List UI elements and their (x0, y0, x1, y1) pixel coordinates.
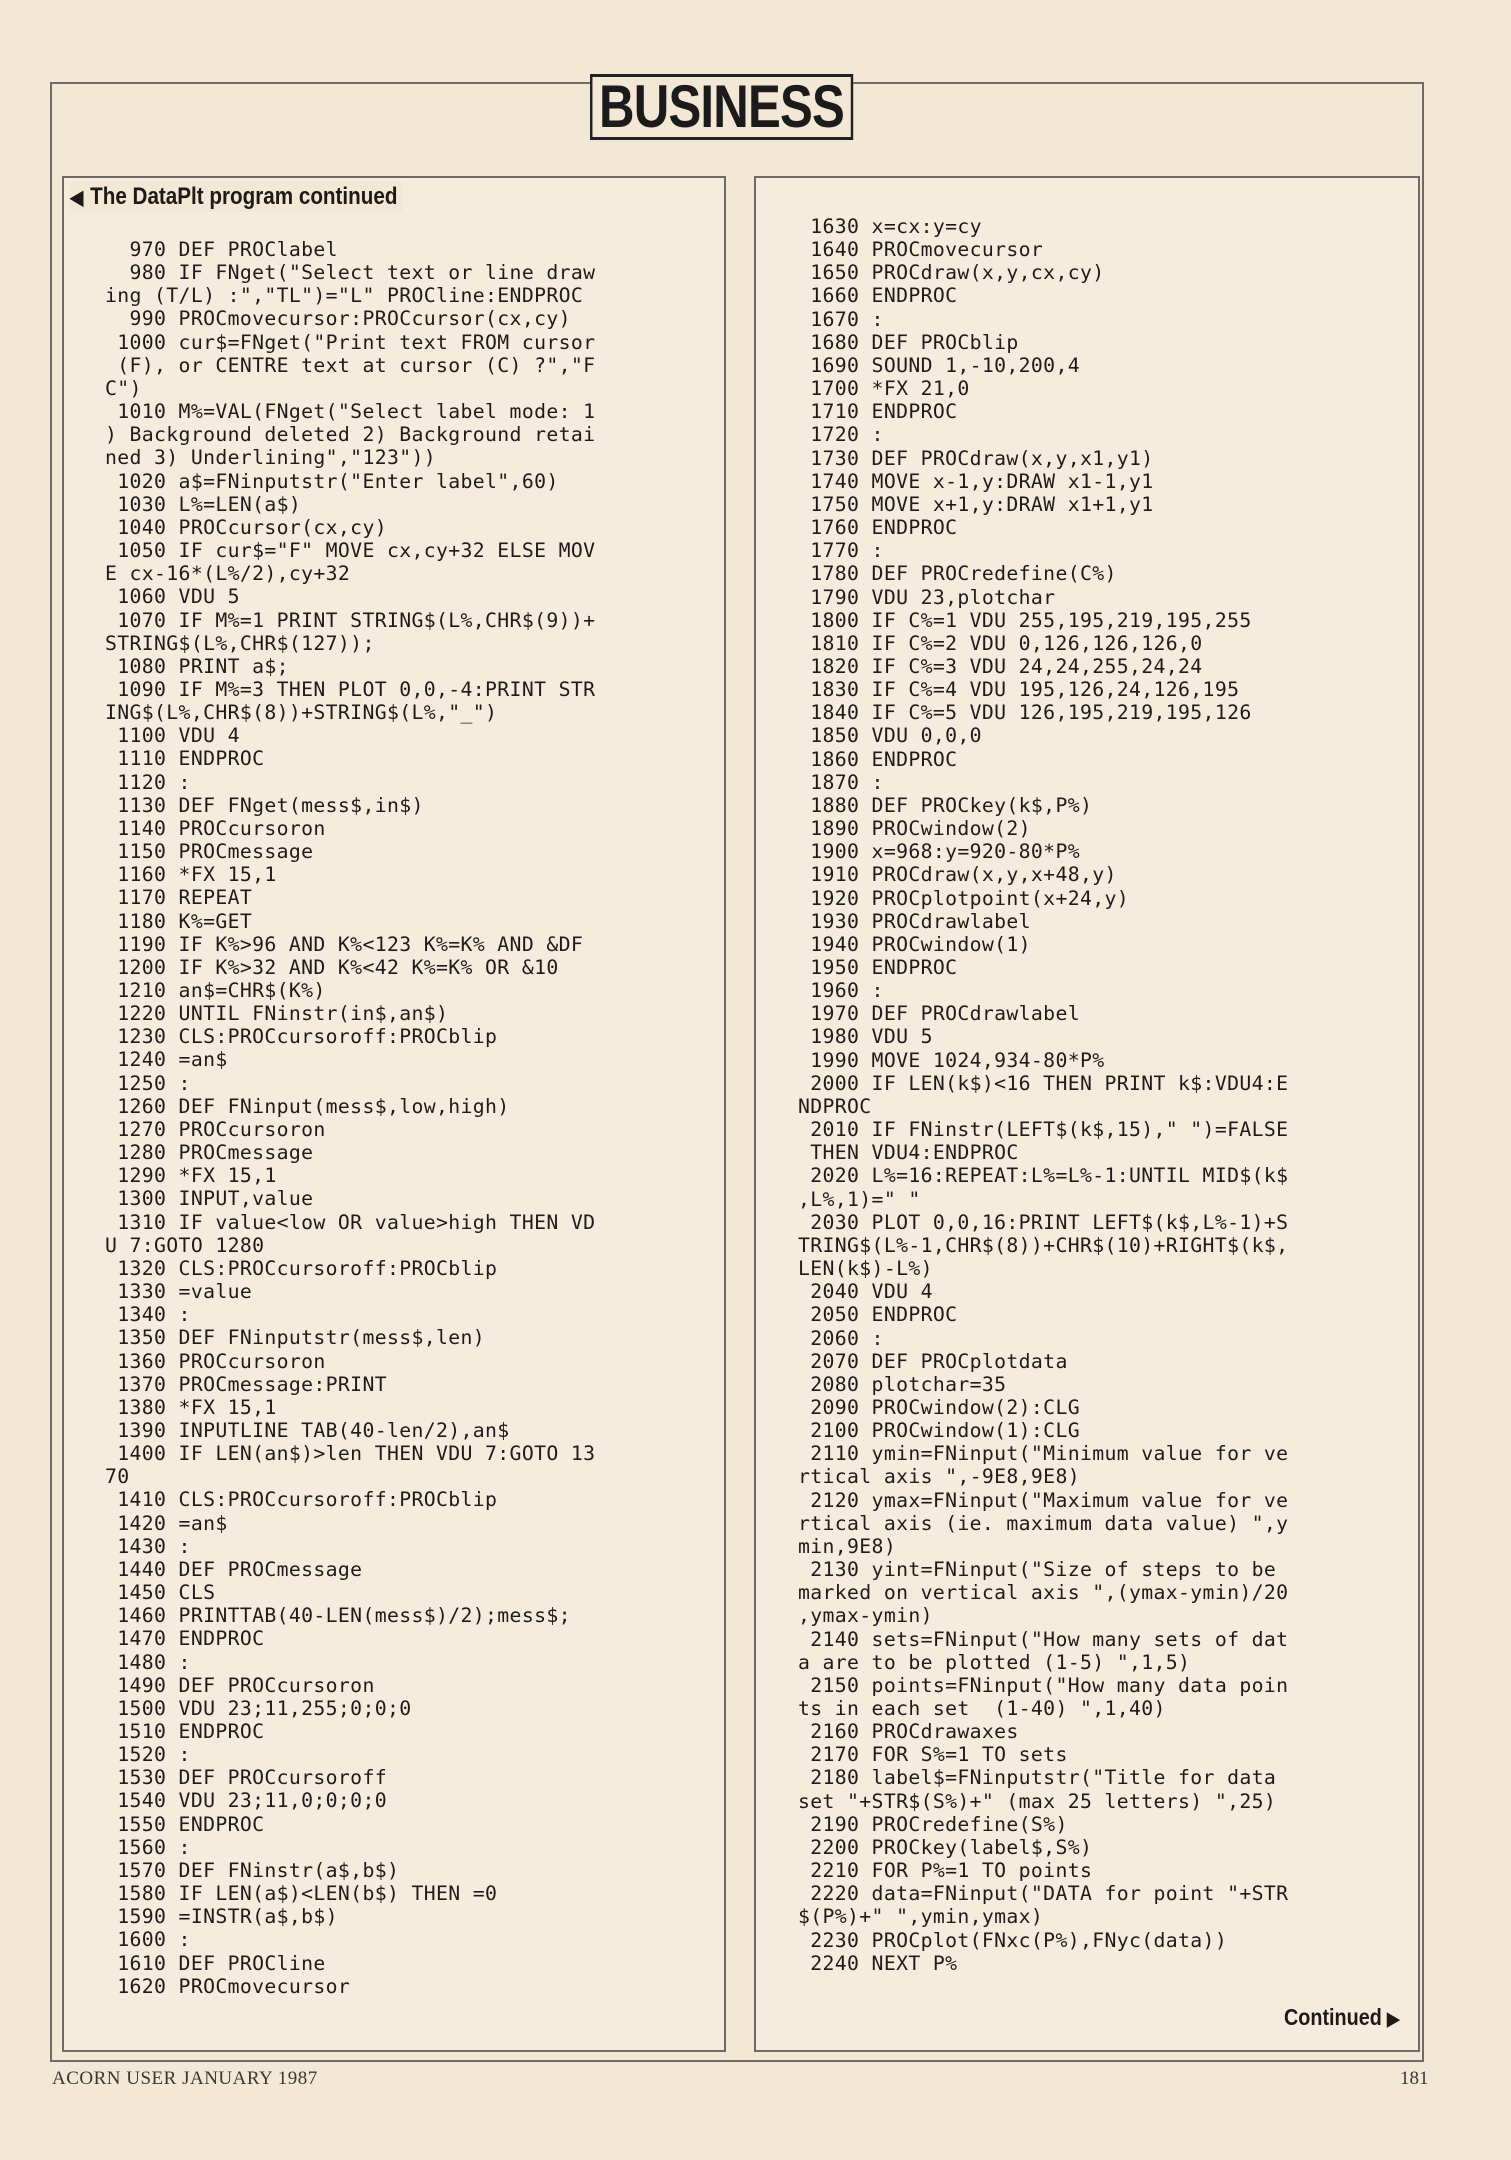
code-line: 2090 PROCwindow(2):CLG (798, 1395, 1080, 1419)
code-line: 2200 PROCkey(label$,S%) (798, 1835, 1093, 1859)
code-line: ts in each set (1-40) ",1,40) (798, 1697, 1166, 1720)
code-line: 1260 DEF FNinput(mess$,low,high) (105, 1094, 510, 1118)
code-line: 2030 PLOT 0,0,16:PRINT LEFT$(k$,L%-1)+S (798, 1210, 1289, 1234)
code-line: 1250 : (105, 1071, 191, 1095)
code-line: 2180 label$=FNinputstr("Title for data (798, 1766, 1277, 1790)
code-line: 1130 DEF FNget(mess$,in$) (105, 793, 424, 817)
code-line: 1640 PROCmovecursor (798, 238, 1044, 262)
code-line: 1330 =value (105, 1280, 253, 1304)
code-line: 2060 : (798, 1326, 884, 1350)
code-line: 1940 PROCwindow(1) (798, 932, 1031, 956)
code-line: 1000 cur$=FNget("Print text FROM cursor (105, 330, 596, 354)
code-line: 1710 ENDPROC (798, 400, 958, 424)
code-line: 1850 VDU 0,0,0 (798, 724, 982, 748)
code-line: 1770 : (798, 539, 884, 563)
code-line: 990 PROCmovecursor:PROCcursor(cx,cy) (105, 307, 571, 331)
code-line: 1190 IF K%>96 AND K%<123 K%=K% AND &DF (105, 932, 584, 956)
program-listing-left (105, 238, 595, 1998)
code-line: 1010 M%=VAL(FNget("Select label mode: 1 (105, 400, 596, 424)
code-line: 2020 L%=16:REPEAT:L%=L%-1:UNTIL MID$(k$ (798, 1164, 1289, 1188)
code-line: 1550 ENDPROC (105, 1812, 265, 1836)
code-line: ) Background deleted 2) Background retai (105, 423, 596, 447)
code-line: 1380 *FX 15,1 (105, 1395, 277, 1419)
code-line: 1070 IF M%=1 PRINT STRING$(L%,CHR$(9))+ (105, 608, 596, 632)
code-line: 1630 x=cx:y=cy (798, 215, 982, 238)
code-line: 1870 : (798, 770, 884, 794)
code-line: 970 DEF PROClabel (105, 238, 338, 261)
code-line: min,9E8) (798, 1534, 897, 1558)
code-line: 1520 : (105, 1743, 191, 1767)
code-line: 1740 MOVE x-1,y:DRAW x1-1,y1 (798, 469, 1154, 493)
code-line: 2170 FOR S%=1 TO sets (798, 1743, 1068, 1767)
code-line: STRING$(L%,CHR$(127)); (105, 631, 375, 655)
code-line: 1180 K%=GET (105, 909, 253, 933)
code-line: NDPROC (798, 1094, 872, 1118)
code-line: 1170 REPEAT (105, 886, 253, 910)
code-line: 1620 PROCmovecursor (105, 1974, 351, 1998)
code-line: 2080 plotchar=35 (798, 1372, 1007, 1396)
code-line: 2050 ENDPROC (798, 1303, 958, 1327)
code-line: a are to be plotted (1-5) ",1,5) (798, 1650, 1191, 1674)
code-line: 1780 DEF PROCredefine(C%) (798, 562, 1117, 586)
code-line: 1980 VDU 5 (798, 1025, 933, 1049)
code-line: 1730 DEF PROCdraw(x,y,x1,y1) (798, 446, 1154, 470)
code-line: rtical axis ",-9E8,9E8) (798, 1465, 1080, 1489)
code-line: 70 (105, 1465, 130, 1489)
code-line: 1150 PROCmessage (105, 840, 314, 864)
code-line: 1370 PROCmessage:PRINT (105, 1372, 387, 1396)
code-line: 1820 IF C%=3 VDU 24,24,255,24,24 (798, 654, 1203, 678)
code-line: 1860 ENDPROC (798, 747, 958, 771)
code-line: 1600 : (105, 1928, 191, 1952)
code-line: 1320 CLS:PROCcursoroff:PROCblip (105, 1256, 498, 1280)
code-line: LEN(k$)-L%) (798, 1257, 933, 1281)
code-line: 1060 VDU 5 (105, 585, 240, 609)
code-line: 1140 PROCcursoron (105, 816, 326, 840)
code-line: 1960 : (798, 979, 884, 1003)
code-line: 1580 IF LEN(a$)<LEN(b$) THEN =0 (105, 1882, 498, 1906)
code-line: 1990 MOVE 1024,934-80*P% (798, 1048, 1105, 1072)
code-line: 1040 PROCcursor(cx,cy) (105, 515, 387, 539)
code-line: 2230 PROCplot(FNxc(P%),FNyc(data)) (798, 1928, 1228, 1952)
code-line: 1930 PROCdrawlabel (798, 909, 1031, 933)
code-line: 1500 VDU 23;11,255;0;0;0 (105, 1696, 412, 1720)
code-line: 2140 sets=FNinput("How many sets of dat (798, 1627, 1289, 1651)
code-line: 1560 : (105, 1835, 191, 1859)
code-line: 1900 x=968:y=920-80*P% (798, 840, 1080, 864)
code-line: 1430 : (105, 1534, 191, 1558)
code-line: 1840 IF C%=5 VDU 126,195,219,195,126 (798, 701, 1252, 725)
footer-publication: ACORN USER JANUARY 1987 (52, 2068, 318, 2089)
code-line: 1810 IF C%=2 VDU 0,126,126,126,0 (798, 631, 1203, 655)
code-line: 2150 points=FNinput("How many data poin (798, 1673, 1289, 1697)
code-line: 1880 DEF PROCkey(k$,P%) (798, 793, 1093, 817)
code-line: rtical axis (ie. maximum data value) ",y (798, 1511, 1289, 1535)
code-line: 1300 INPUT,value (105, 1187, 314, 1211)
code-line: 1800 IF C%=1 VDU 255,195,219,195,255 (798, 608, 1252, 632)
code-line: 1120 : (105, 770, 191, 794)
code-line: 1920 PROCplotpoint(x+24,y) (798, 886, 1130, 910)
code-line: 1470 ENDPROC (105, 1627, 265, 1651)
code-line: E cx-16*(L%/2),cy+32 (105, 562, 351, 586)
continued-text: Continued (1284, 2004, 1382, 2030)
code-line: 1690 SOUND 1,-10,200,4 (798, 353, 1080, 377)
code-line: 1610 DEF PROCline (105, 1951, 326, 1975)
code-line: set "+STR$(S%)+" (max 25 letters) ",25) (798, 1789, 1277, 1813)
code-line: 1340 : (105, 1303, 191, 1327)
code-line: 2220 data=FNinput("DATA for point "+STR (798, 1882, 1289, 1906)
code-line: 1570 DEF FNinstr(a$,b$) (105, 1858, 400, 1882)
code-line: 1490 DEF PROCcursoron (105, 1673, 375, 1697)
code-line: 1080 PRINT a$; (105, 654, 289, 678)
code-line: 1530 DEF PROCcursoroff (105, 1766, 387, 1790)
code-line: C") (105, 376, 142, 400)
code-line: 1700 *FX 21,0 (798, 377, 970, 401)
code-line: 1660 ENDPROC (798, 284, 958, 308)
code-line: 1400 IF LEN(an$)>len THEN VDU 7:GOTO 13 (105, 1442, 596, 1466)
section-title: BUSINESS (590, 74, 853, 140)
code-line: 1360 PROCcursoron (105, 1349, 326, 1373)
code-line: 1110 ENDPROC (105, 747, 265, 771)
code-line: 1240 =an$ (105, 1048, 228, 1072)
code-line: 1200 IF K%>32 AND K%<42 K%=K% OR &10 (105, 955, 559, 979)
code-line: 1720 : (798, 423, 884, 447)
code-line: U 7:GOTO 1280 (105, 1233, 265, 1257)
code-line: 1410 CLS:PROCcursoroff:PROCblip (105, 1488, 498, 1512)
triangle-left-icon: ◀ (70, 187, 84, 209)
triangle-right-icon: ▶ (1386, 2009, 1400, 2030)
code-line: 1480 : (105, 1650, 191, 1674)
code-line: 1680 DEF PROCblip (798, 330, 1019, 354)
code-line: 1290 *FX 15,1 (105, 1164, 277, 1188)
column-heading (70, 182, 403, 212)
code-line: 1230 CLS:PROCcursoroff:PROCblip (105, 1025, 498, 1049)
code-line: ned 3) Underlining","123")) (105, 446, 437, 470)
code-line: 2040 VDU 4 (798, 1280, 933, 1304)
code-line: 1030 L%=LEN(a$) (105, 492, 302, 516)
code-line: 1390 INPUTLINE TAB(40-len/2),an$ (105, 1418, 510, 1442)
code-line: ,ymax-ymin) (798, 1604, 933, 1628)
code-line: 1650 PROCdraw(x,y,cx,cy) (798, 261, 1105, 285)
code-line: 1420 =an$ (105, 1511, 228, 1535)
code-line: $(P%)+" ",ymin,ymax) (798, 1905, 1044, 1929)
code-line: 1510 ENDPROC (105, 1720, 265, 1743)
code-line: 1910 PROCdraw(x,y,x+48,y) (798, 863, 1117, 887)
column-heading-text: The DataPlt program continued (90, 183, 398, 210)
code-line: 2010 IF FNinstr(LEFT$(k$,15)," ")=FALSE (798, 1118, 1289, 1142)
code-line: 2240 NEXT P% (798, 1951, 958, 1975)
code-line: 1210 an$=CHR$(K%) (105, 979, 326, 1002)
code-line: 1440 DEF PROCmessage (105, 1557, 363, 1581)
code-line: ING$(L%,CHR$(8))+STRING$(L%,"_") (105, 701, 498, 725)
code-line: 1160 *FX 15,1 (105, 863, 277, 887)
code-line: (F), or CENTRE text at cursor (C) ?","F (105, 353, 596, 377)
code-line: 2210 FOR P%=1 TO points (798, 1859, 1093, 1883)
code-line: 2000 IF LEN(k$)<16 THEN PRINT k$:VDU4:E (798, 1071, 1289, 1095)
code-line: TRING$(L%-1,CHR$(8))+CHR$(10)+RIGHT$(k$, (798, 1233, 1289, 1257)
code-line: 2070 DEF PROCplotdata (798, 1349, 1068, 1373)
code-line: 1280 PROCmessage (105, 1141, 314, 1165)
code-line: 980 IF FNget("Select text or line draw (105, 261, 596, 285)
continued-marker (1284, 2002, 1400, 2035)
code-line: THEN VDU4:ENDPROC (798, 1141, 1019, 1165)
code-line: ,L%,1)=" " (798, 1187, 921, 1211)
code-line: 2130 yint=FNinput("Size of steps to be (798, 1558, 1277, 1582)
code-line: 1590 =INSTR(a$,b$) (105, 1905, 338, 1929)
code-line: 1540 VDU 23;11,0;0;0;0 (105, 1789, 387, 1813)
code-line: 2160 PROCdrawaxes (798, 1720, 1019, 1744)
code-line: 1950 ENDPROC (798, 956, 958, 979)
code-line: 1050 IF cur$="F" MOVE cx,cy+32 ELSE MOV (105, 539, 596, 563)
code-line: 2110 ymin=FNinput("Minimum value for ve (798, 1442, 1289, 1466)
code-line: 1270 PROCcursoron (105, 1117, 326, 1141)
code-line: 1220 UNTIL FNinstr(in$,an$) (105, 1002, 449, 1026)
footer-page-number: 181 (1400, 2068, 1429, 2089)
code-line: 1100 VDU 4 (105, 724, 240, 748)
code-line: 1970 DEF PROCdrawlabel (798, 1002, 1080, 1026)
code-line: 1460 PRINTTAB(40-LEN(mess$)/2);mess$; (105, 1604, 571, 1628)
code-line: 2120 ymax=FNinput("Maximum value for ve (798, 1488, 1289, 1512)
program-listing-right (798, 215, 1288, 1975)
code-line: 1350 DEF FNinputstr(mess$,len) (105, 1326, 486, 1350)
code-line: 1890 PROCwindow(2) (798, 817, 1031, 841)
code-line: 2100 PROCwindow(1):CLG (798, 1419, 1080, 1443)
code-line: ing (T/L) :","TL")="L" PROCline:ENDPROC (105, 284, 584, 308)
code-line: 1790 VDU 23,plotchar (798, 585, 1056, 609)
code-line: 1310 IF value<low OR value>high THEN VD (105, 1210, 596, 1234)
code-line: 1090 IF M%=3 THEN PLOT 0,0,-4:PRINT STR (105, 677, 596, 701)
code-line: 1750 MOVE x+1,y:DRAW x1+1,y1 (798, 492, 1154, 516)
code-line: 1670 : (798, 307, 884, 331)
code-line: 1020 a$=FNinputstr("Enter label",60) (105, 469, 559, 493)
code-line: 1450 CLS (105, 1581, 216, 1605)
code-line: 1830 IF C%=4 VDU 195,126,24,126,195 (798, 678, 1240, 702)
code-line: marked on vertical axis ",(ymax-ymin)/20 (798, 1581, 1289, 1605)
code-line: 2190 PROCredefine(S%) (798, 1812, 1068, 1836)
code-line: 1760 ENDPROC (798, 516, 958, 540)
